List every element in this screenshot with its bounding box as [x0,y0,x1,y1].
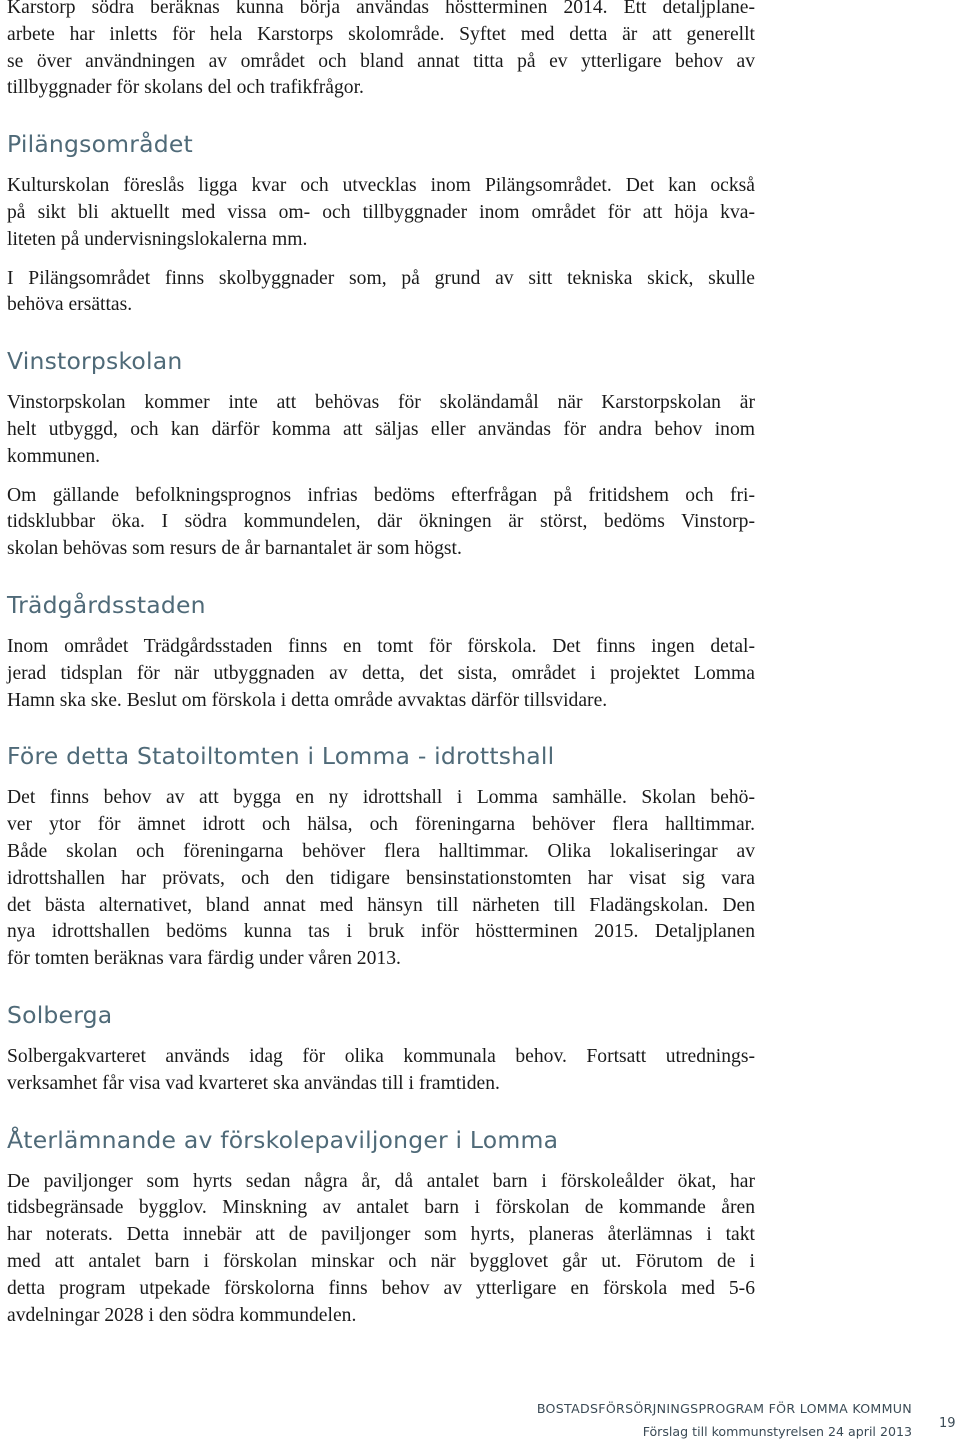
text-line: Inom området Trädgårdsstaden finns en tomt för förskola. Det finns ingen detal- [7,635,755,657]
text-line: helt utbyggd, och kan därför komma att säljas eller användas för andra behov inom [7,418,755,440]
page-footer [537,1400,912,1440]
text-line: för tomten beräknas vara färdig under våren 2013. [7,948,401,970]
text-line: har noterats. Detta innebär att de paviljonger som hyrts, planeras återlämnas i takt [7,1224,755,1246]
footer-proposal-date: Förslag till kommunstyrelsen 24 april 2013 [642,1424,912,1439]
text-line: Om gällande befolkningsprognos infrias bedöms efterfrågan på fritidshem och fri- [7,484,755,506]
text-line: tillbyggnader för skolans del och trafikfrågor. [7,77,364,99]
text-line: tidsklubbar öka. I södra kommundelen, där ökningen är störst, bedöms Vinstorp- [7,511,755,533]
section-tradgardsstaden [7,590,755,714]
section-heading: Vinstorpskolan [7,347,183,376]
text-line: Karstorp södra beräknas kunna börja användas höstterminen 2014. Ett detaljplane- [7,0,755,18]
footer-program-title: BOSTADSFÖRSÖRJNINGSPROGRAM FÖR LOMMA KOMMUN [536,1401,912,1416]
text-line: Det finns behov av att bygga en ny idrottshall i Lomma samhälle. Skolan behö- [7,787,755,809]
section-solberga [7,1000,755,1098]
text-line: jerad tidsplan för när utbyggnaden av detta, det sista, området i projektet Lomma [7,662,755,684]
paragraph [7,173,755,253]
text-line: nya idrottshallen bedöms kunna tas i bruk inför höstterminen 2015. Detaljplanen [7,921,755,943]
intro-paragraph [7,0,755,102]
text-line: detta program utpekade förskolorna finns behov av ytterligare en förskola med 5-6 [7,1277,755,1299]
text-line: I Pilängsområdet finns skolbyggnader som, på grund av sitt tekniska skick, skulle [7,267,755,289]
text-line: arbete har inletts för hela Karstorps skolområde. Syftet med detta är att generellt [7,23,755,45]
text-line: Både skolan och föreningarna behöver flera halltimmar. Olika lokaliseringar av [7,840,755,862]
text-line: Kulturskolan föreslås ligga kvar och utvecklas inom Pilängsområdet. Det kan också [7,175,755,197]
section-heading: Trädgårdsstaden [7,590,206,619]
section-heading: Solberga [7,1000,113,1029]
paragraph [7,785,755,973]
text-line: se över användningen av området och bland annat titta på ev ytterligare behov av [7,50,755,72]
paragraph [7,1044,755,1098]
text-line: Solbergakvarteret används idag för olika kommunala behov. Fortsatt utrednings- [7,1045,755,1067]
page-number: 19 [939,1416,956,1431]
text-line: det bästa alternativet, bland annat med hänsyn till närheten till Fladängskolan. Den [7,894,755,916]
paragraph [7,266,755,320]
text-line: idrottshallen har prövats, och den tidigare bensinstationstomten har visat sig vara [7,867,755,889]
text-line: ver ytor för ämnet idrott och hälsa, och föreningarna behöver flera halltimmar. [7,814,755,836]
text-line: liteten på undervisningslokalerna mm. [7,228,308,250]
paragraph [7,390,755,470]
text-line: avdelningar 2028 i den södra kommundelen. [7,1304,357,1326]
text-line: verksamhet får visa vad kvarteret ska användas till i framtiden. [7,1072,500,1094]
text-line: De paviljonger som hyrts sedan några år, då antalet barn i förskoleålder ökat, har [7,1170,755,1192]
text-line: Hamn ska ske. Beslut om förskola i detta område avvaktas därför tillsvidare. [7,689,608,711]
section-vinstorpskolan [7,346,755,563]
paragraph [7,1169,755,1330]
text-line: på sikt bli aktuellt med vissa om- och tillbyggnader inom området för att höja kva- [7,201,755,223]
text-line: behöva ersättas. [7,294,133,316]
text-line: kommunen. [7,445,101,467]
section-heading: Återlämnande av förskolepaviljonger i Lomma [7,1125,559,1154]
text-line: med att antalet barn i förskolan minskar och när bygglovet går ut. Förutom de i [7,1250,755,1272]
document-body [7,0,755,1341]
section-pilangsomradet [7,129,755,319]
paragraph [7,634,755,714]
section-statoiltomten [7,741,755,973]
text-line: tidsbegränsade bygglov. Minskning av antalet barn i förskolan de kommande åren [7,1197,755,1219]
section-heading: Före detta Statoiltomten i Lomma - idrottshall [7,742,555,771]
text-line: Vinstorpskolan kommer inte att behövas för skoländamål när Karstorpskolan är [7,392,755,414]
section-forskolepaviljonger [7,1125,755,1330]
text-line: skolan behövas som resurs de år barnantalet är som högst. [7,538,462,560]
paragraph [7,483,755,563]
section-heading: Pilängsområdet [7,130,193,159]
